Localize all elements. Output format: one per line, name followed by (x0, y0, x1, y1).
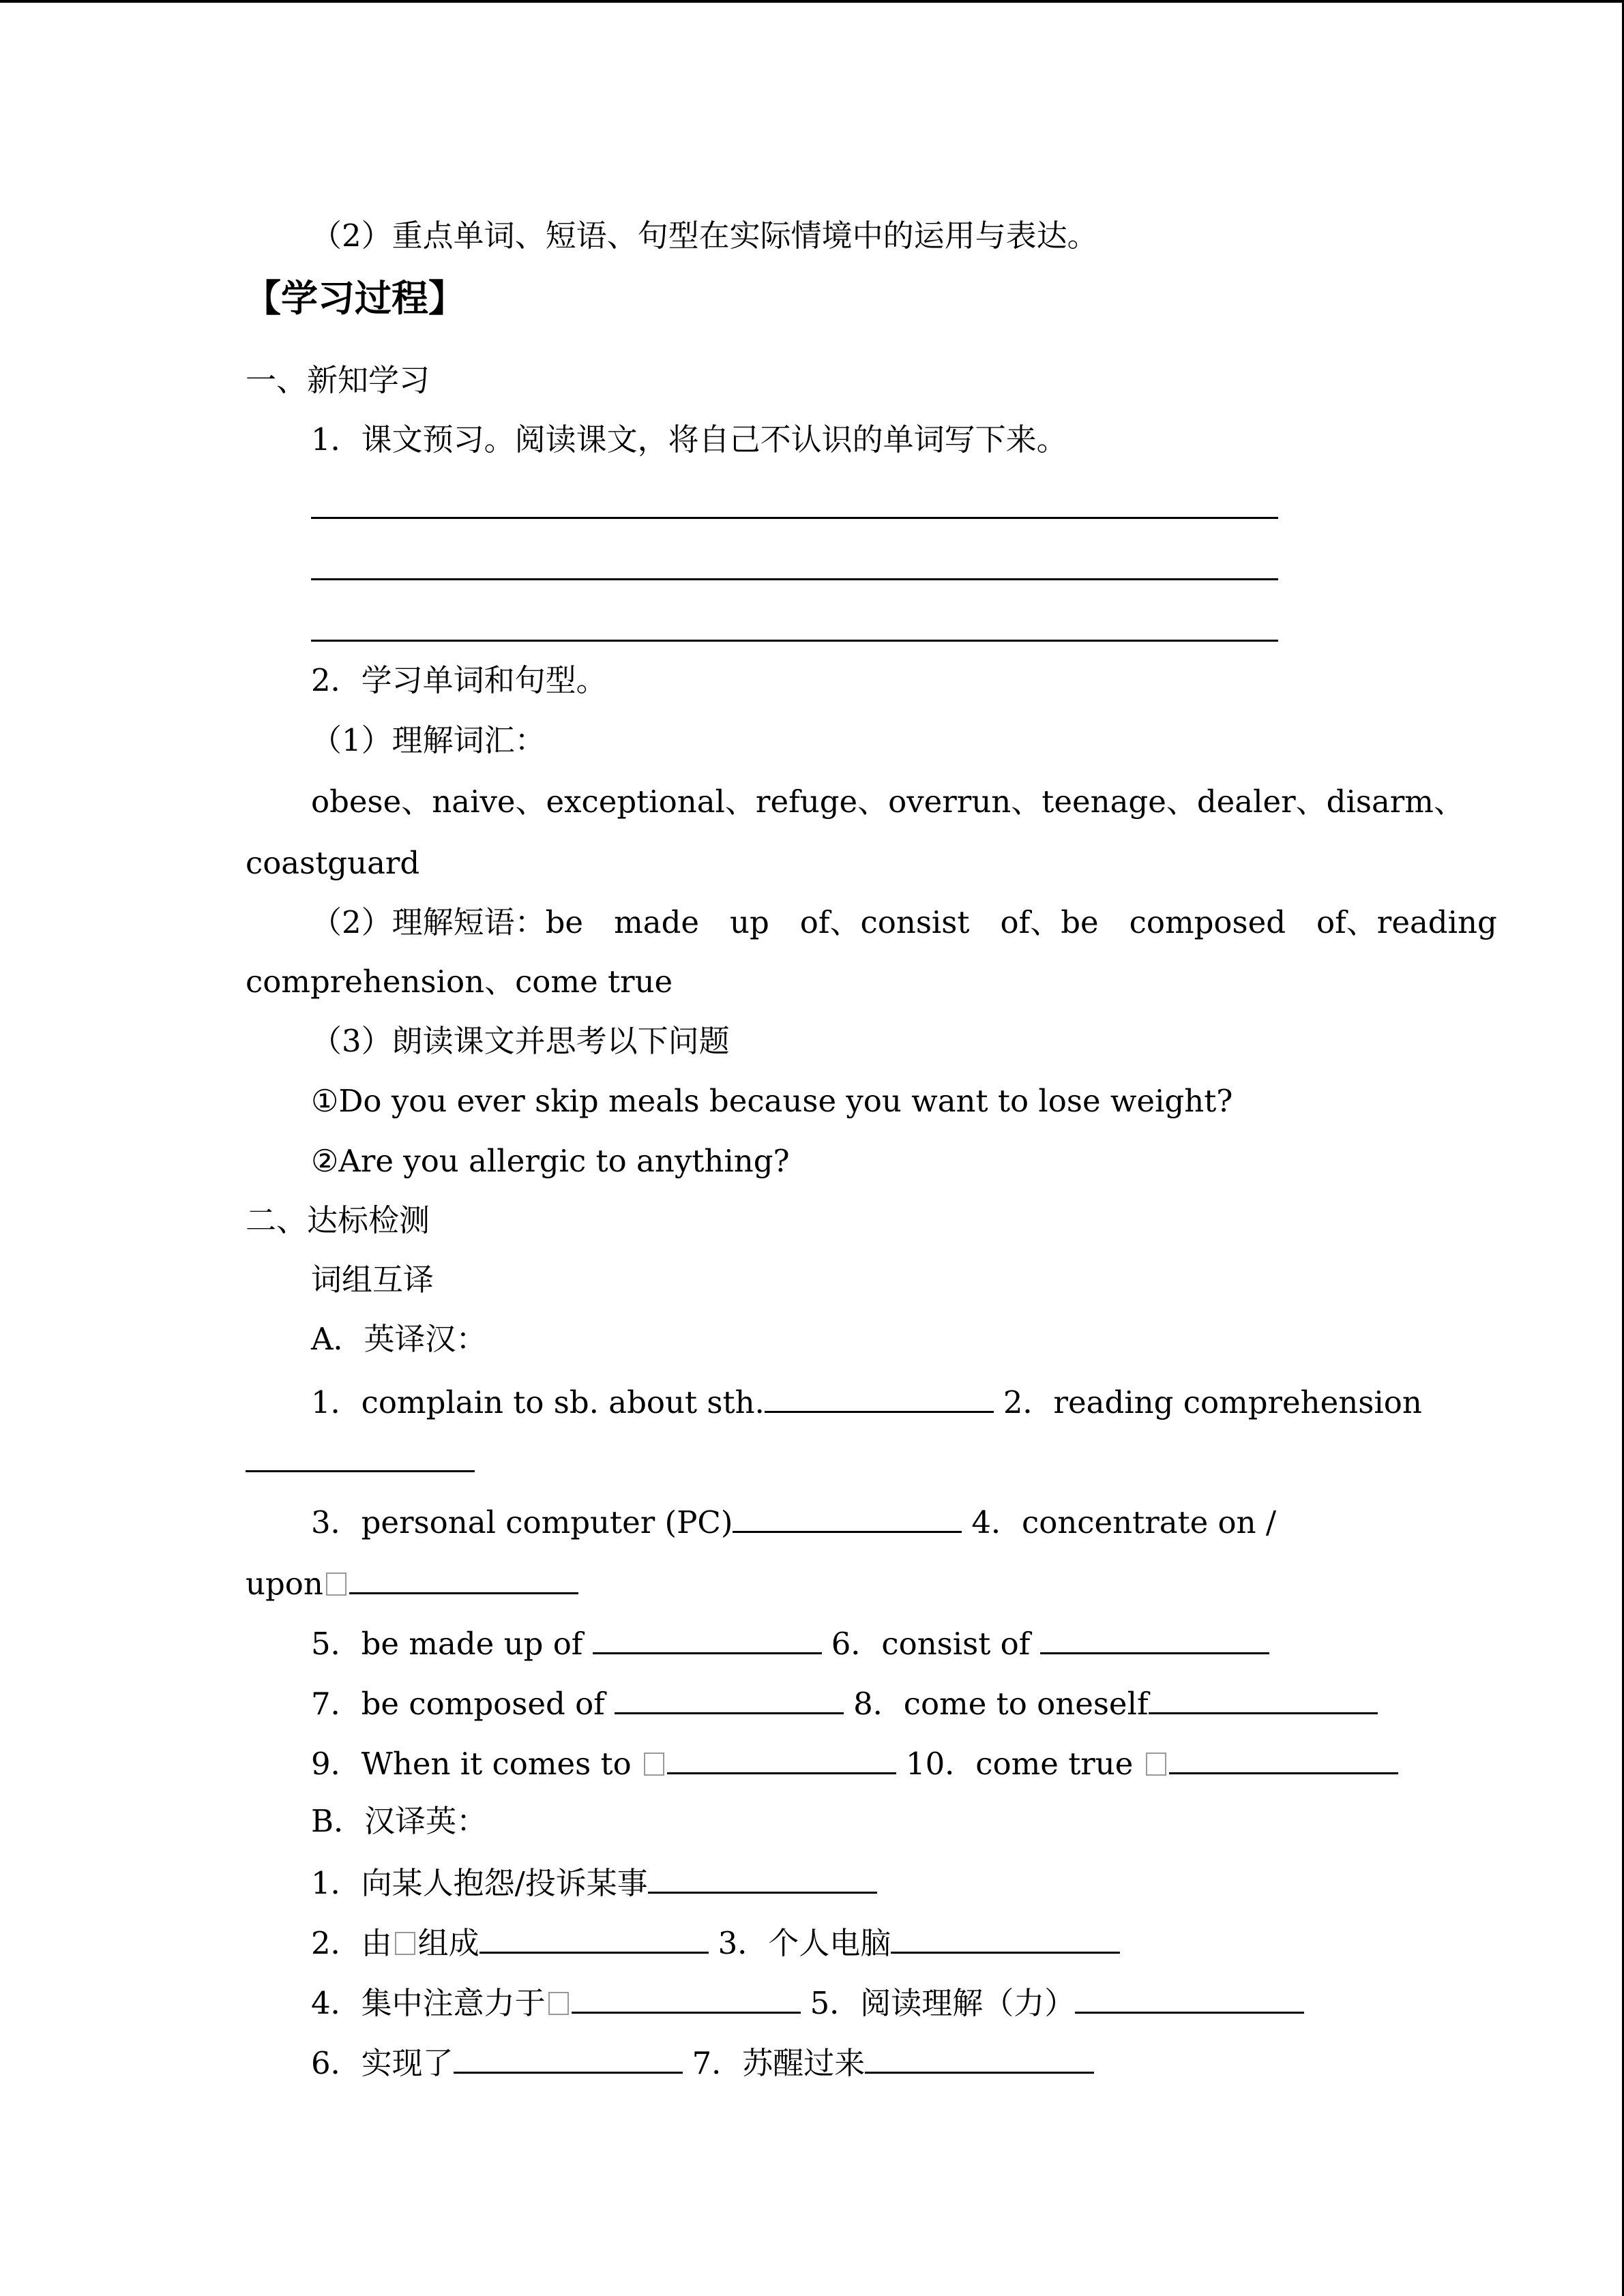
b1-blank[interactable] (648, 1863, 877, 1894)
b5-text: 5．阅读理解（力） (810, 1985, 1076, 2021)
a8-blank[interactable] (1149, 1684, 1378, 1714)
placeholder-box-icon (326, 1572, 346, 1596)
placeholder-box-icon (395, 1932, 415, 1955)
a-row-1 (311, 1382, 1422, 1422)
a-row-2-cont (246, 1564, 578, 1603)
a6-blank[interactable] (1040, 1624, 1269, 1654)
vocab-line-2: coastguard (246, 845, 420, 881)
a-row-3 (311, 1624, 1269, 1663)
a-label: A．英译汉： (311, 1321, 487, 1357)
a-row-1-cont (246, 1442, 475, 1481)
part2-title: 二、达标检测 (246, 1202, 430, 1238)
learning-goal-2: （2）重点单词、短语、句型在实际情境中的运用与表达。 (311, 218, 1098, 254)
b-row-3 (311, 1983, 1304, 2023)
a7-blank[interactable] (615, 1684, 844, 1714)
vocab-words: obese、naive、exceptional、refuge、overrun、teenage、dealer、disarm、 (311, 784, 1464, 820)
a3-blank[interactable] (733, 1502, 962, 1533)
a4-text-cont: upon (246, 1566, 323, 1602)
phrase-line-1 (311, 904, 1497, 942)
a1-blank[interactable] (765, 1382, 994, 1413)
a5-text: 5．be made up of (311, 1626, 593, 1662)
placeholder-box-icon (644, 1753, 664, 1776)
question-2: ②Are you allergic to anything? (311, 1143, 790, 1179)
b3-text: 3．个人电脑 (718, 1925, 891, 1961)
vocab-label: （1）理解词汇： (311, 722, 546, 758)
page-top-border (0, 0, 1624, 3)
vocab-line-1 (311, 783, 1464, 821)
b-label: B．汉译英： (311, 1803, 488, 1839)
a2-text: 2．reading comprehension (1003, 1384, 1422, 1420)
part1-title: 一、新知学习 (246, 362, 430, 398)
a-row-4 (311, 1684, 1378, 1723)
b-row-4 (311, 2043, 1094, 2083)
b3-blank[interactable] (891, 1923, 1120, 1954)
b-row-2 (311, 1923, 1120, 1963)
a7-text: 7．be composed of (311, 1686, 615, 1722)
b-row-1 (311, 1863, 877, 1903)
b2-text-tail: 组成 (417, 1925, 479, 1961)
b5-blank[interactable] (1075, 1983, 1304, 2014)
b6-blank[interactable] (454, 2043, 683, 2074)
a10-text: 10．come true (906, 1746, 1143, 1782)
b6-text: 6．实现了 (311, 2045, 454, 2081)
a-row-5 (311, 1744, 1398, 1783)
a9-blank[interactable] (667, 1744, 896, 1774)
placeholder-box-icon (1146, 1753, 1166, 1776)
answer-line-1[interactable] (311, 517, 1278, 519)
b4-blank[interactable] (572, 1983, 801, 2014)
a5-blank[interactable] (593, 1624, 822, 1654)
a4-blank[interactable] (349, 1564, 578, 1594)
a1-text: 1．complain to sb. about sth. (311, 1384, 765, 1420)
b7-text: 7．苏醒过来 (692, 2045, 866, 2081)
think-label: （3）朗读课文并思考以下问题 (311, 1023, 730, 1059)
a4-text: 4．concentrate on / (971, 1504, 1277, 1540)
a-row-2 (311, 1502, 1276, 1542)
a6-text: 6．consist of (831, 1626, 1040, 1662)
a10-blank[interactable] (1169, 1744, 1398, 1774)
answer-line-3[interactable] (311, 640, 1278, 642)
b1-text: 1．向某人抱怨/投诉某事 (311, 1865, 648, 1901)
b4-text: 4．集中注意力于 (311, 1985, 546, 2021)
a2-blank[interactable] (246, 1442, 475, 1472)
b2-blank[interactable] (479, 1923, 709, 1954)
section-heading: 【学习过程】 (244, 276, 465, 320)
a3-text: 3．personal computer (PC) (311, 1504, 733, 1540)
question-1: ①Do you ever skip meals because you want to lose weight? (311, 1083, 1233, 1119)
b7-blank[interactable] (865, 2043, 1094, 2074)
phrase-line-2: comprehension、come true (246, 964, 673, 1000)
part2-subtitle: 词组互译 (311, 1262, 434, 1298)
b2-text: 2．由 (311, 1925, 392, 1961)
a9-text: 9．When it comes to (311, 1746, 642, 1782)
part1-item1: 1．课文预习。阅读课文，将自己不认识的单词写下来。 (311, 421, 1067, 458)
part1-item2: 2．学习单词和句型。 (311, 662, 607, 698)
a8-text: 8．come to oneself (853, 1686, 1149, 1722)
phrase-words: （2）理解短语：be made up of、consist of、be composed of、reading (311, 904, 1497, 940)
placeholder-box-icon (548, 1992, 569, 2015)
answer-line-2[interactable] (311, 578, 1278, 580)
